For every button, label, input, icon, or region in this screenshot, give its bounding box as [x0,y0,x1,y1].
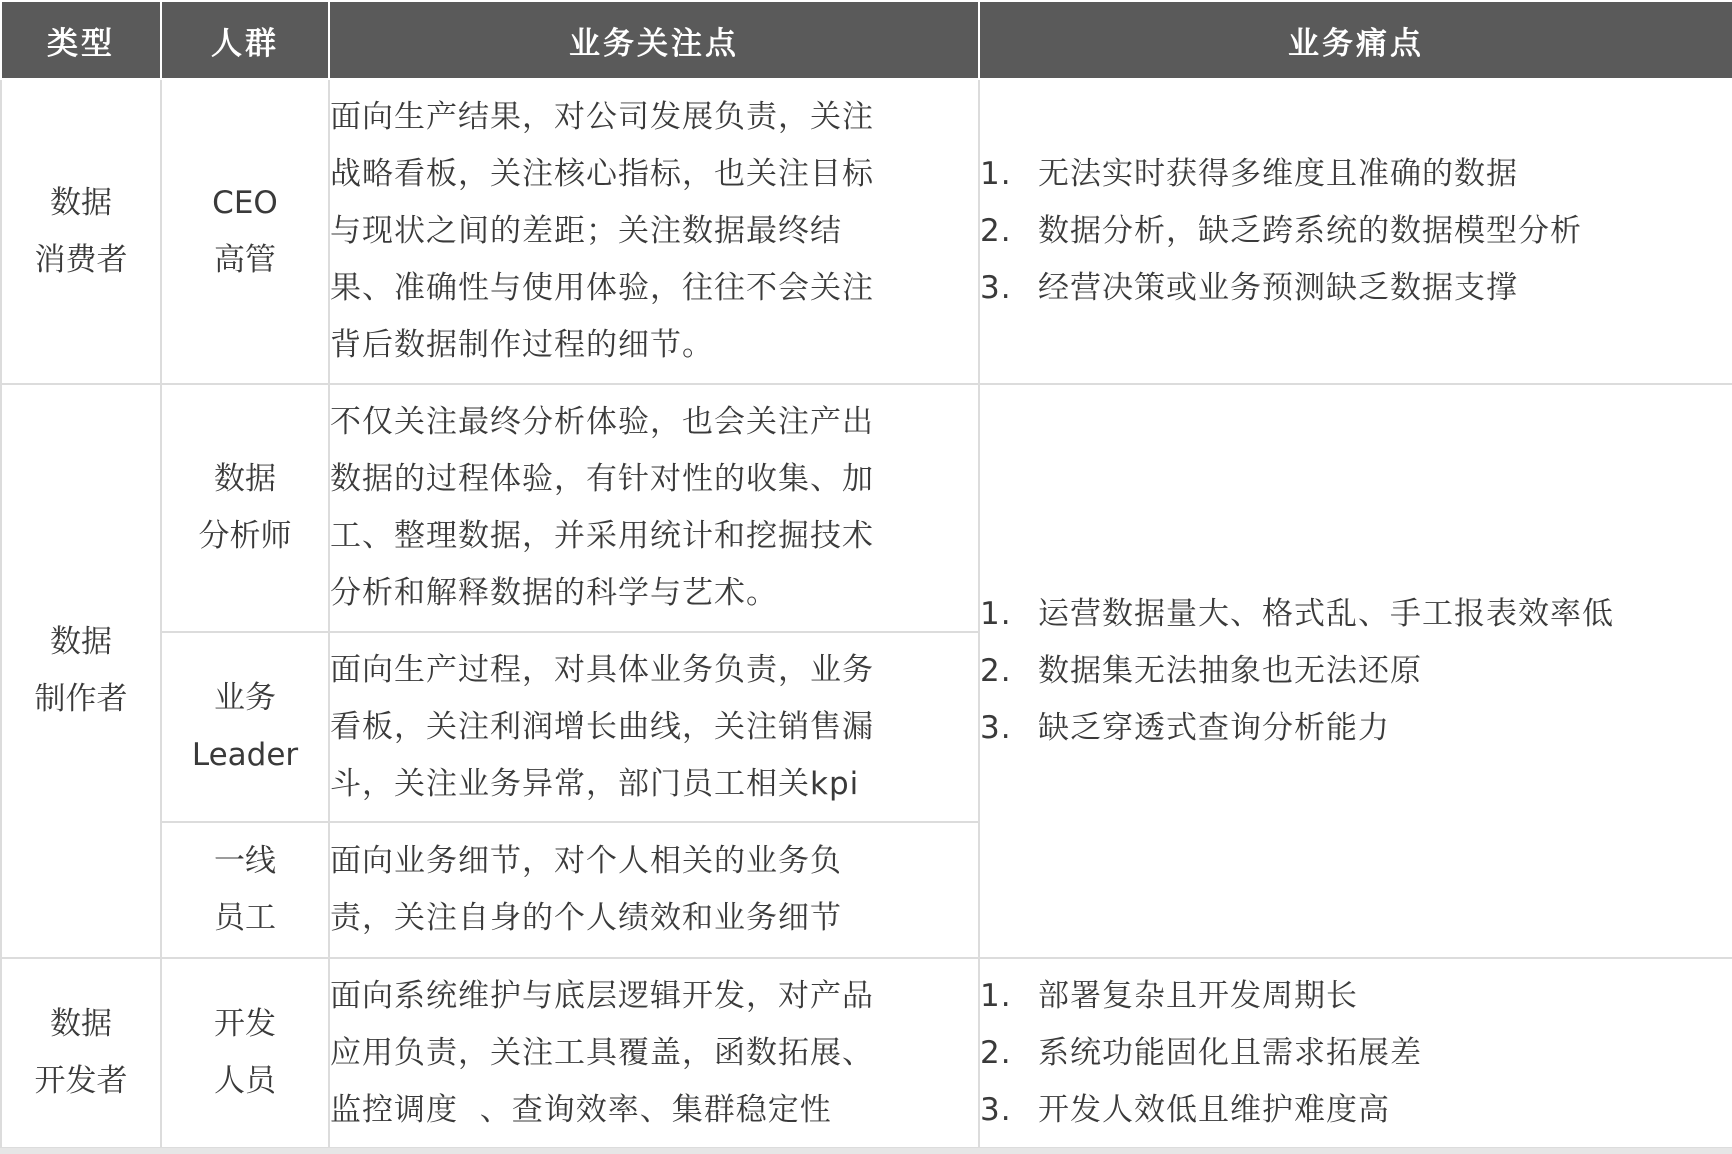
focus-line: 应用负责，关注工具覆盖，函数拓展、 [330,1034,874,1071]
group-line: 人员 [214,1063,276,1099]
type-line: 开发者 [34,1063,128,1099]
list-item [980,643,1732,700]
group-cell-ceo [161,79,329,384]
focus-line: 分析和解释数据的科学与艺术。 [330,575,778,611]
group-line: 分析师 [198,518,292,554]
focus-line: 监控调度 、查询效率、集群稳定性 [330,1091,832,1128]
focus-line: 果、准确性与使用体验，往往不会关注 [330,270,874,306]
list-text: 系统功能固化且需求拓展差 [1038,1034,1422,1071]
type-line: 数据 [50,624,112,660]
list-text: 运营数据量大、格式乱、手工报表效率低 [1038,595,1614,632]
list-number: 3. [980,709,1012,746]
list-number: 1. [980,977,1012,1014]
group-line: 高管 [214,241,276,278]
list-number: 2. [980,1034,1012,1071]
pain-cell-developer [979,958,1732,1148]
type-cell-developer [1,958,161,1148]
focus-line: 战略看板，关注核心指标，也关注目标 [330,156,874,192]
focus-line: 背后数据制作过程的细节。 [330,327,714,363]
pain-list [980,968,1732,1139]
focus-line: 与现状之间的差距；关注数据最终结 [330,213,842,249]
focus-line: 斗，关注业务异常，部门员工相关kpi [330,765,860,802]
focus-cell-staff [329,822,979,958]
list-text: 经营决策或业务预测缺乏数据支撑 [1038,270,1518,306]
type-line: 数据 [50,184,112,221]
list-number: 3. [980,1091,1012,1128]
type-line: 数据 [50,1006,112,1042]
list-number: 1. [980,595,1012,632]
group-line: 数据 [214,461,276,497]
focus-line: 面向系统维护与底层逻辑开发，对产品 [330,977,874,1014]
table-row-consumer [1,79,1732,384]
table-row-developer [1,958,1732,1148]
group-line: 开发 [214,1006,276,1042]
list-number: 1. [980,156,1012,192]
group-line: 一线 [214,843,276,879]
list-text: 缺乏穿透式查询分析能力 [1038,709,1390,746]
list-text: 部署复杂且开发周期长 [1038,977,1358,1014]
focus-line: 不仅关注最终分析体验，也会关注产出 [330,404,874,440]
list-text: 开发人效低且维护难度高 [1038,1091,1390,1128]
focus-line: 面向业务细节，对个人相关的业务负 [330,843,842,879]
pain-cell-producer [979,384,1732,958]
list-item [980,968,1732,1025]
bottom-divider [0,1148,1732,1154]
focus-line: 责，关注自身的个人绩效和业务细节 [330,900,842,936]
list-item [980,586,1732,643]
list-item [980,700,1732,757]
header-type: 类型 [1,1,161,79]
list-number: 3. [980,270,1012,306]
list-text: 数据分析，缺乏跨系统的数据模型分析 [1038,213,1582,249]
header-focus: 业务关注点 [329,1,979,79]
list-item [980,1082,1732,1139]
focus-cell-ceo [329,79,979,384]
list-item [980,260,1732,317]
list-number: 2. [980,213,1012,249]
pain-list [980,146,1732,317]
focus-line: 数据的过程体验，有针对性的收集、加 [330,461,874,497]
header-pain: 业务痛点 [979,1,1732,79]
list-item [980,1025,1732,1082]
group-line: CEO [212,184,278,221]
pain-cell-consumer [979,79,1732,384]
group-line: 业务 [214,680,276,716]
focus-cell-developer [329,958,979,1148]
table-row-analyst [1,384,1732,632]
group-cell-developer [161,958,329,1148]
focus-line: 面向生产过程，对具体业务负责，业务 [330,651,874,688]
focus-line: 面向生产结果，对公司发展负责，关注 [330,99,874,135]
group-cell-staff [161,822,329,958]
type-line: 制作者 [34,681,128,717]
list-text: 无法实时获得多维度且准确的数据 [1038,156,1518,192]
group-line: 员工 [214,900,276,936]
group-cell-leader [161,632,329,822]
group-cell-analyst [161,384,329,632]
list-item [980,203,1732,260]
type-cell-producer [1,384,161,958]
header-group: 人群 [161,1,329,79]
list-number: 2. [980,652,1012,689]
type-cell-consumer [1,79,161,384]
pain-list [980,586,1732,757]
list-text: 数据集无法抽象也无法还原 [1038,652,1422,689]
list-item [980,146,1732,203]
focus-line: 看板，关注利润增长曲线，关注销售漏 [330,708,874,745]
focus-cell-leader [329,632,979,822]
type-line: 消费者 [34,241,128,278]
focus-cell-analyst [329,384,979,632]
header-row [1,1,1732,79]
group-line: Leader [191,737,299,773]
focus-line: 工、整理数据，并采用统计和挖掘技术 [330,518,874,554]
